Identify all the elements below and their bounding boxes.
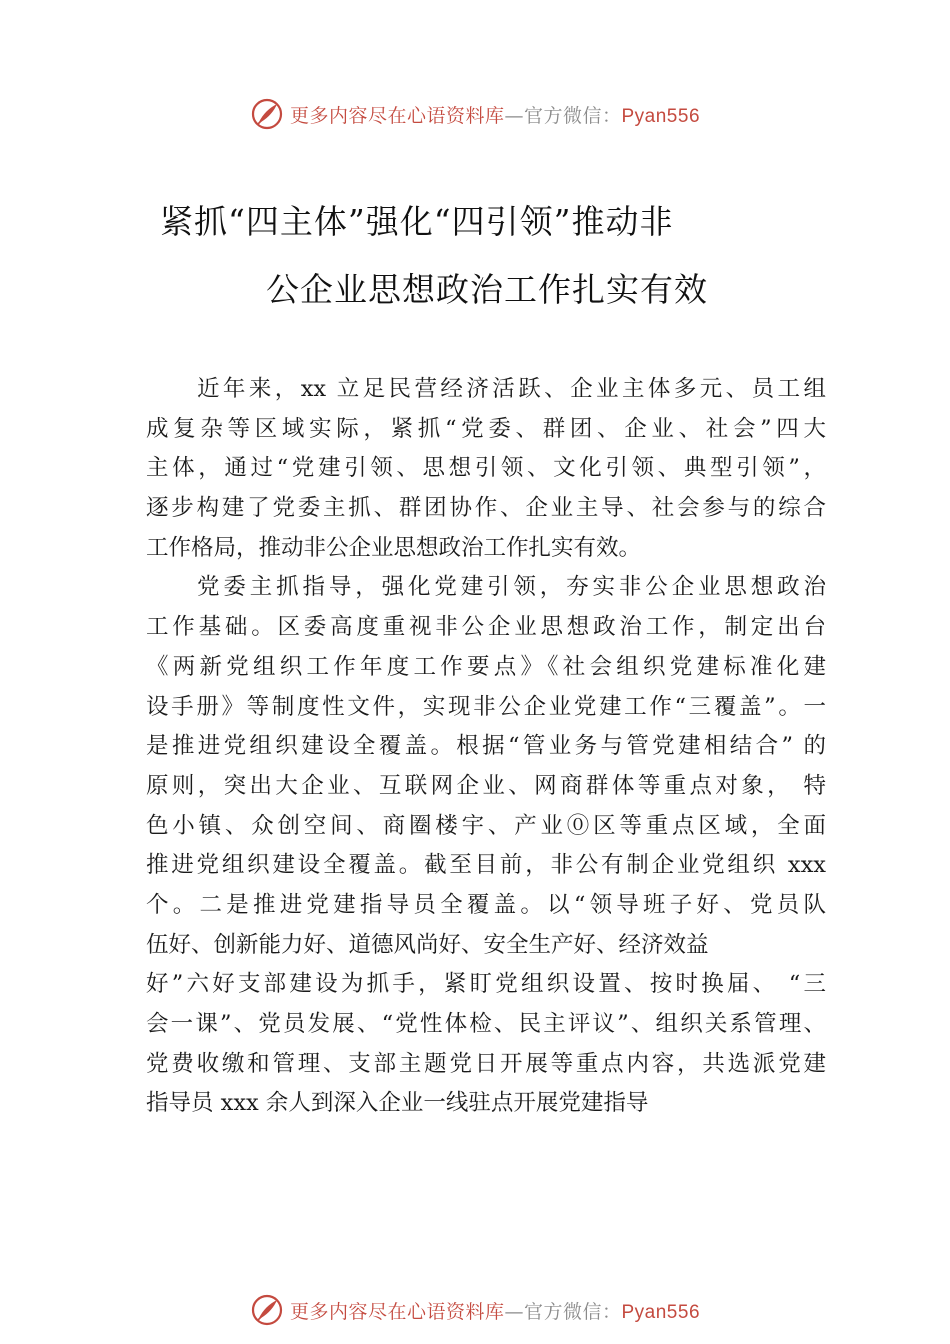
body-line: 设手册》等制度性文件，实现非公企业党建工作“三覆盖”。一 [146, 693, 826, 720]
body-line: 伍好、创新能力好、道德风尚好、安全生产好、经济效益 [146, 931, 709, 958]
body-line: 会一课”、党员发展、“党性体检、民主评议”、组织关系管理、 [146, 1011, 826, 1037]
body-line: 主体，通过“党建引领、思想引领、文化引领、典型引领”， [146, 455, 826, 482]
banner-text: 更多内容尽在心语资料库—官方微信：Pyan556 [289, 1300, 701, 1323]
quill-logo-icon [250, 97, 284, 131]
body-line: 指导员 xxx 余人到深入企业一线驻点开展党建指导 [146, 1090, 649, 1117]
document-title-line-1: 紧抓“四主体”强化“四引领”推动非 [160, 202, 674, 241]
quill-logo-icon [250, 1293, 284, 1327]
body-line: 好”六好支部建设为抓手，紧盯党组织设置、按时换届、 “三 [146, 971, 826, 998]
body-line: 党费收缴和管理、支部主题党日开展等重点内容，共选派党建 [146, 1050, 826, 1077]
body-line: 近年来，xx 立足民营经济活跃、企业主体多元、员工组 [197, 376, 826, 402]
footer-banner [0, 1288, 950, 1332]
header-banner [0, 92, 950, 136]
banner-text: 更多内容尽在心语资料库—官方微信：Pyan556 [289, 104, 701, 127]
body-line: 原则，突出大企业、互联网企业、网商群体等重点对象， 特 [146, 772, 826, 799]
body-line: 工作格局，推动非公企业思想政治工作扎实有效。 [146, 534, 642, 561]
body-line: 《两新党组织工作年度工作要点》《社会组织党建标准化建 [146, 653, 826, 680]
body-line: 工作基础。区委高度重视非公企业思想政治工作，制定出台 [146, 614, 826, 641]
body-line: 个。二是推进党建指导员全覆盖。以“领导班子好、党员队 [146, 891, 826, 918]
body-line: 推进党组织建设全覆盖。截至目前，非公有制企业党组织 xxx [146, 852, 826, 879]
body-line: 色小镇、众创空间、商圈楼宇、产业⓪区等重点区域，全面 [146, 812, 826, 839]
document-body [146, 370, 826, 1124]
body-line: 是推进党组织建设全覆盖。根据“管业务与管党建相结合” 的 [146, 733, 826, 760]
body-line: 成复杂等区域实际，紧抓“党委、群团、企业、社会”四大 [146, 415, 826, 442]
body-line: 逐步构建了党委主抓、群团协作、企业主导、社会参与的综合 [146, 495, 826, 522]
body-line: 党委主抓指导，强化党建引领，夯实非公企业思想政治 [197, 574, 826, 601]
document-title-line-2: 公企业思想政治工作扎实有效 [266, 270, 708, 309]
